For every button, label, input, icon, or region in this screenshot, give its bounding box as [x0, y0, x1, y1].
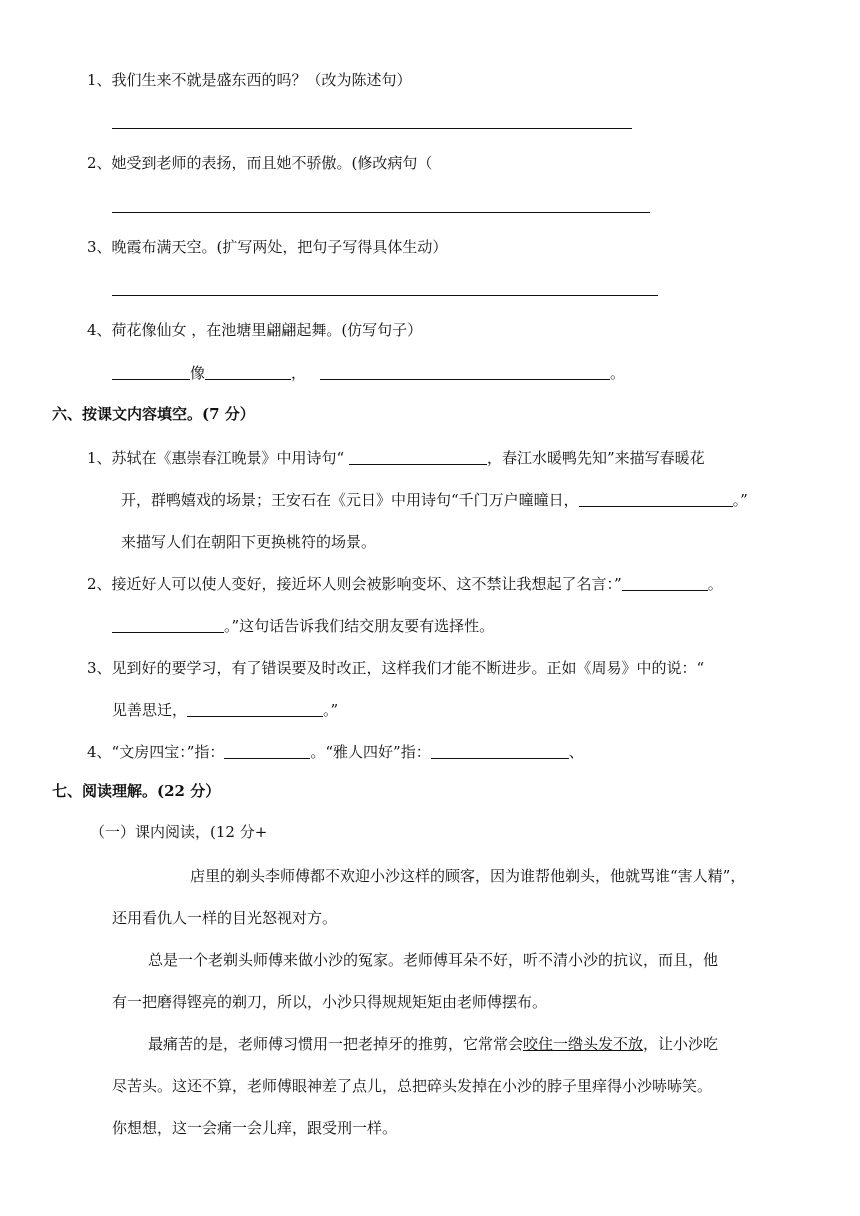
underlined-phrase: 咬住一绺头发不放 — [523, 1035, 644, 1053]
fill-text-a: 像 — [190, 364, 206, 382]
question-6-2-line2: 。”这句话告诉我们结交朋友要有选择性。 — [112, 616, 494, 636]
question-5-3: 3、晚霞布满天空。(扩写两处，把句子写得具体生动） — [87, 238, 448, 256]
question-6-3-line2: 见善思迁， 。” — [112, 701, 339, 719]
question-5-4: 4、荷花像仙女 ，在池塘里翩翩起舞。(仿写句子） — [87, 321, 423, 339]
passage-p3-line2: 尽苦头。这还不算，老师傅眼神差了点儿，总把碎头发掉在小沙的脖子里痒得小沙哧哧笑。 — [112, 1077, 713, 1095]
question-6-1-line3: 来描写人们在朝阳下更换桃符的场景。 — [121, 533, 377, 551]
passage-p3-line1: 最痛苦的是，老师傅习惯用一把老掉牙的推剪，它常常会咬住一绺头发不放，让小沙吃 — [148, 1035, 719, 1053]
passage-p2-line2: 有一把磨得铿亮的剃刀，所以，小沙只得规规矩矩由老师傅摆布。 — [112, 993, 548, 1011]
passage-p2-line1: 总是一个老剃头师傅来做小沙的冤家。老师傅耳朵不好，听不清小沙的抗议，而且，他 — [148, 951, 719, 969]
question-5-1: 1、我们生来不就是盛东西的吗？（改为陈述句） — [87, 71, 412, 89]
question-6-1-line2: 开，群鸭嬉戏的场景；王安石在《元日》中用诗句“千门万户曈曈日， 。” — [121, 491, 748, 509]
question-5-4-fill-row — [112, 363, 625, 383]
blank-6-2-a[interactable] — [622, 575, 708, 591]
blank-5-4-b[interactable] — [205, 364, 291, 380]
question-6-2-line1: 2、接近好人可以使人变好，接近坏人则会被影响变坏、这不禁让我想起了名言：” 。 — [87, 575, 723, 593]
blank-6-1-b[interactable] — [579, 491, 733, 507]
blank-6-3[interactable] — [187, 701, 323, 717]
answer-line-5-3[interactable] — [112, 295, 658, 296]
question-5-2: 2、她受到老师的表扬，而且她不骄傲。(修改病句（ — [87, 154, 433, 172]
fill-text-b: ， — [291, 364, 307, 382]
question-6-3-line1: 3、见到好的要学习，有了错误要及时改正，这样我们才能不断进步。正如《周易》中的说：“ — [87, 659, 705, 677]
answer-line-5-2[interactable] — [112, 212, 650, 213]
question-6-1-line1: 1、苏轼在《惠崇春江晚景》中用诗句“ ，春江水暖鸭先知”来描写春暖花 — [87, 449, 705, 467]
blank-6-4-b[interactable] — [431, 743, 569, 759]
blank-6-2-b[interactable] — [112, 617, 224, 633]
answer-line-5-1[interactable] — [112, 128, 632, 129]
passage-p3-line3: 你想想，这一会痛一会儿痒，跟受刑一样。 — [112, 1119, 398, 1137]
question-6-4: 4、“文房四宝：”指： 。“雅人四好”指： 、 — [87, 743, 584, 761]
blank-6-4-a[interactable] — [224, 743, 310, 759]
section-7-heading: 七、阅读理解。(22 分） — [52, 782, 221, 800]
blank-5-4-a[interactable] — [112, 364, 190, 380]
passage-p1-line1: 店里的剃头李师傅都不欢迎小沙这样的顾客，因为谁帮他剃头，他就骂谁“害人精”， — [190, 867, 746, 885]
fill-text-c: 。 — [610, 364, 626, 382]
section-7-subheading: （一）课内阅读，(12 分+ — [90, 823, 268, 841]
passage-p1-line2: 还用看仇人一样的目光怒视对方。 — [112, 909, 338, 927]
blank-5-4-c[interactable] — [320, 364, 610, 380]
blank-6-1-a[interactable] — [349, 449, 487, 465]
section-6-heading: 六、按课文内容填空。(7 分） — [52, 405, 255, 423]
